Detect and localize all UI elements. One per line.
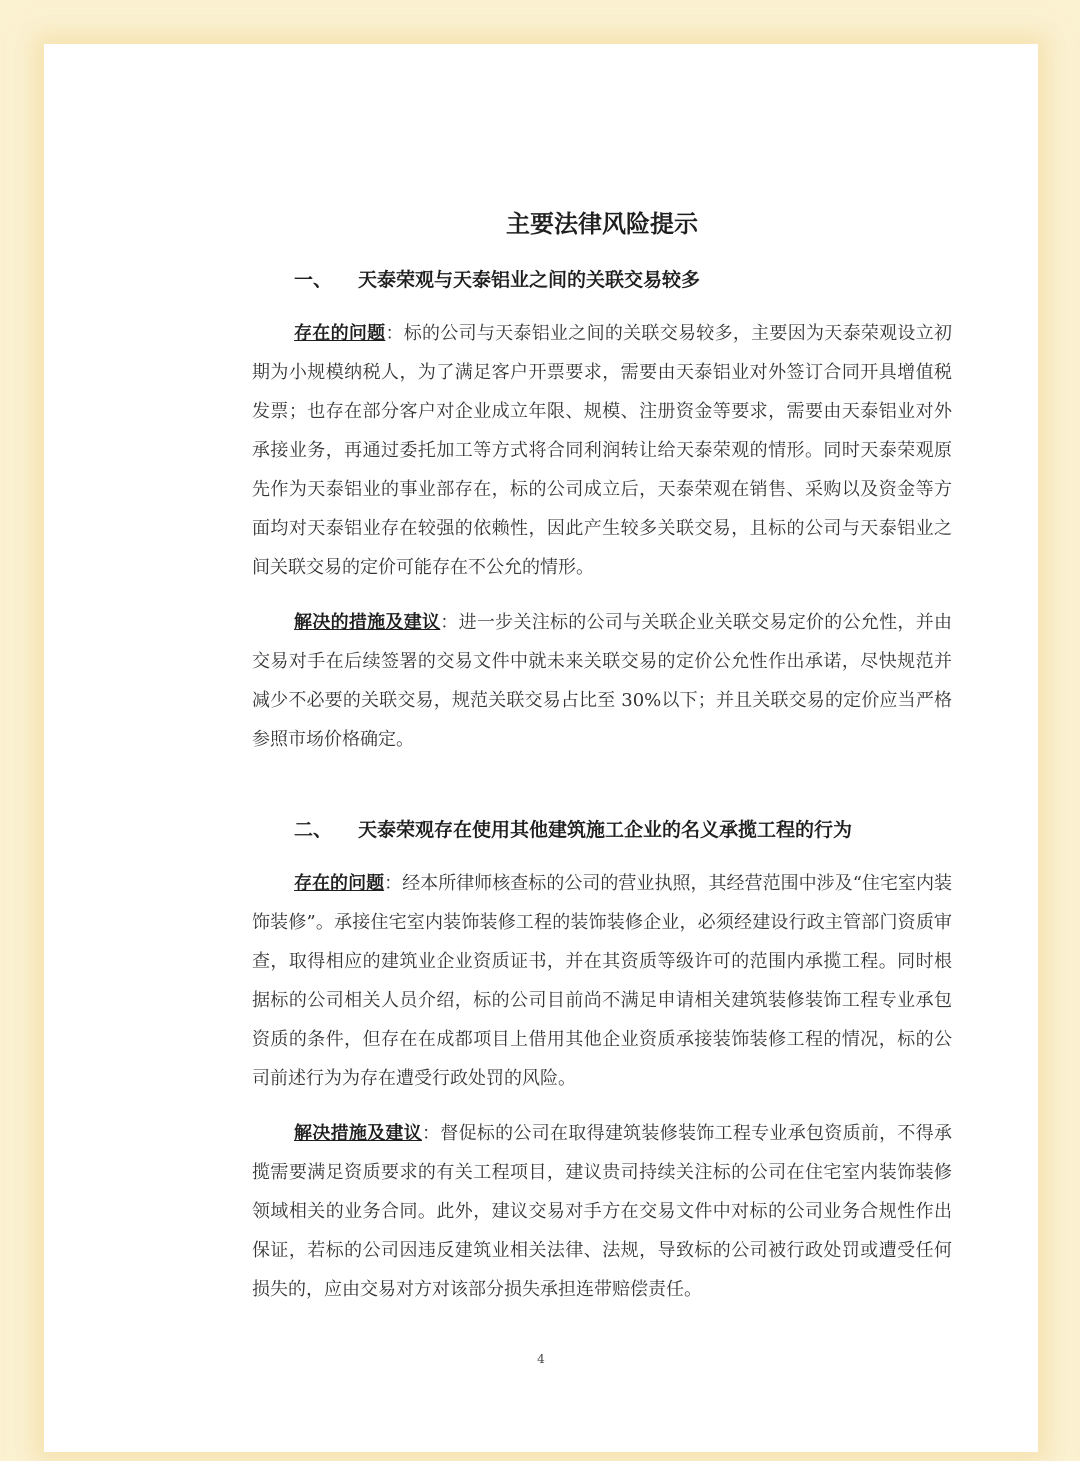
section-heading <box>252 815 952 842</box>
problem-paragraph <box>252 314 952 587</box>
solution-label: 解决的措施及建议 <box>294 612 441 633</box>
problem-paragraph <box>252 864 952 1098</box>
section-number: 二、 <box>294 819 333 841</box>
section-heading <box>252 265 952 292</box>
solution-text: ：督促标的公司在取得建筑装修装饰工程专业承包资质前，不得承揽需要满足资质要求的有关工程项目，建议贵司持续关注标的公司在住宅室内装饰装修领域相关的业务合同。此外，建议交易对手方在交易文件中对标的公司业务合规性作出保证，若标的公司因违反建筑业相关法律、法规，导致标的公司被行政处罚或遭受任何损失的，应由交易对方对该部分损失承担连带赔偿责任。 <box>252 1123 952 1300</box>
section-1 <box>252 265 952 759</box>
problem-text: ：标的公司与天泰铝业之间的关联交易较多，主要因为天泰荣观设立初期为小规模纳税人，为了满足客户开票要求，需要由天泰铝业对外签订合同开具增值税发票；也存在部分客户对企业成立年限、规模、注册资金等要求，需要由天泰铝业对外承接业务，再通过委托加工等方式将合同利润转让给天泰荣观的情形。同时天泰荣观原先作为天泰铝业的事业部存在，标的公司成立后，天泰荣观在销售、采购以及资金等方面均对天泰铝业存在较强的依赖性，因此产生较多关联交易，且标的公司与天泰铝业之间关联交易的定价可能存在不公允的情形。 <box>252 323 953 578</box>
problem-text: ：经本所律师核查标的公司的营业执照，其经营范围中涉及“住宅室内装饰装修”。承接住宅室内装饰装修工程的装饰装修企业，必须经建设行政主管部门资质审查，取得相应的建筑业企业资质证书，并在其资质等级许可的范围内承揽工程。同时根据标的公司相关人员介绍，标的公司目前尚不满足申请相关建筑装修装饰工程专业承包资质的条件，但存在在成都项目上借用其他企业资质承接装饰装修工程的情况，标的公司前述行为为存在遭受行政处罚的风险。 <box>252 873 953 1089</box>
solution-label: 解决措施及建议 <box>294 1123 422 1144</box>
solution-paragraph <box>252 1114 952 1309</box>
section-title: 天泰荣观存在使用其他建筑施工企业的名义承揽工程的行为 <box>358 819 853 841</box>
document-title: 主要法律风险提示 <box>506 209 698 238</box>
section-2 <box>252 815 952 1309</box>
problem-label: 存在的问题 <box>294 323 386 344</box>
solution-text: ：进一步关注标的公司与关联企业关联交易定价的公允性，并由交易对手在后续签署的交易文件中就未来关联交易的定价公允性作出承诺，尽快规范并减少不必要的关联交易，规范关联交易占比至 30%以下；并且关联交易的定价应当严格参照市场价格确定。 <box>252 612 953 750</box>
document-body <box>252 194 952 1325</box>
page-number: 4 <box>537 1352 545 1366</box>
document-page <box>44 44 1038 1452</box>
solution-paragraph <box>252 603 952 759</box>
section-number: 一、 <box>294 269 333 291</box>
section-spacer <box>252 775 952 815</box>
section-title: 天泰荣观与天泰铝业之间的关联交易较多 <box>358 269 701 291</box>
problem-label: 存在的问题 <box>294 873 385 894</box>
